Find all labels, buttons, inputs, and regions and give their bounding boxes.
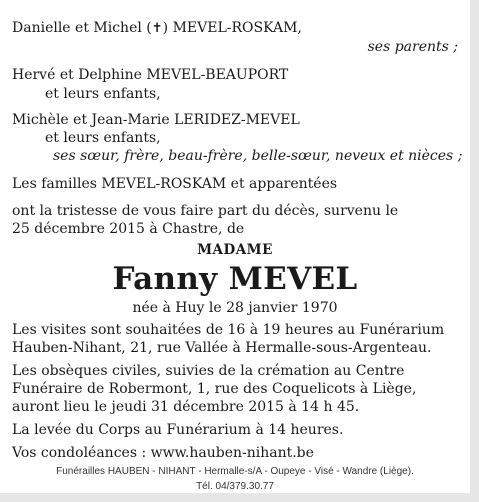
- funeral-line-3: auront lieu le jeudi 31 décembre 2015 à 14 h 45.: [12, 399, 360, 415]
- birth-line: née à Huy le 28 janvier 1970: [132, 300, 338, 316]
- brother-line: Hervé et Delphine MEVEL-BEAUPORT: [12, 67, 289, 83]
- parents-relation: ses parents ;: [367, 39, 458, 55]
- deceased-title: MADAME: [197, 242, 273, 258]
- footer-funeral-home: Funérailles HAUBEN - NIHANT - Hermalle-s/A - Oupeye - Visé - Wandre (Liège).: [56, 466, 414, 477]
- parents-names-start: Danielle et Michel (: [12, 20, 152, 36]
- families-line: Les familles MEVEL-ROSKAM et apparentées: [12, 176, 338, 192]
- parents-line: [12, 19, 302, 38]
- funeral-line-2: Funéraire de Robermont, 1, rue des Coquelicots à Liège,: [12, 381, 417, 397]
- condolences-line: Vos condoléances : www.hauben-nihant.be: [12, 445, 314, 461]
- sister-children: et leurs enfants,: [45, 130, 161, 146]
- visits-line-2: Hauben-Nihant, 21, rue Vallée à Hermalle-sous-Argenteau.: [12, 340, 432, 356]
- siblings-relation: ses sœur, frère, beau-frère, belle-sœur, neveux et nièces ;: [53, 148, 463, 164]
- sister-line: Michèle et Jean-Marie LERIDEZ-MEVEL: [12, 112, 300, 128]
- parents-names-end: ) MEVEL-ROSKAM,: [162, 20, 302, 36]
- deceased-name: Fanny MEVEL: [112, 261, 358, 297]
- footer-phone: Tél. 04/379.30.77: [196, 481, 274, 492]
- visits-line-1: Les visites sont souhaitées de 16 à 19 heures au Funérarium: [12, 322, 445, 338]
- announcement-line-2: 25 décembre 2015 à Chastre, de: [12, 221, 245, 237]
- cross-icon: ✝: [151, 21, 163, 36]
- brother-children: et leurs enfants,: [45, 86, 161, 102]
- announcement-line-1: ont la tristesse de vous faire part du décès, survenu le: [12, 203, 399, 219]
- levee-line: La levée du Corps au Funérarium à 14 heures.: [12, 422, 344, 438]
- funeral-line-1: Les obsèques civiles, suivies de la crémation au Centre: [12, 363, 405, 379]
